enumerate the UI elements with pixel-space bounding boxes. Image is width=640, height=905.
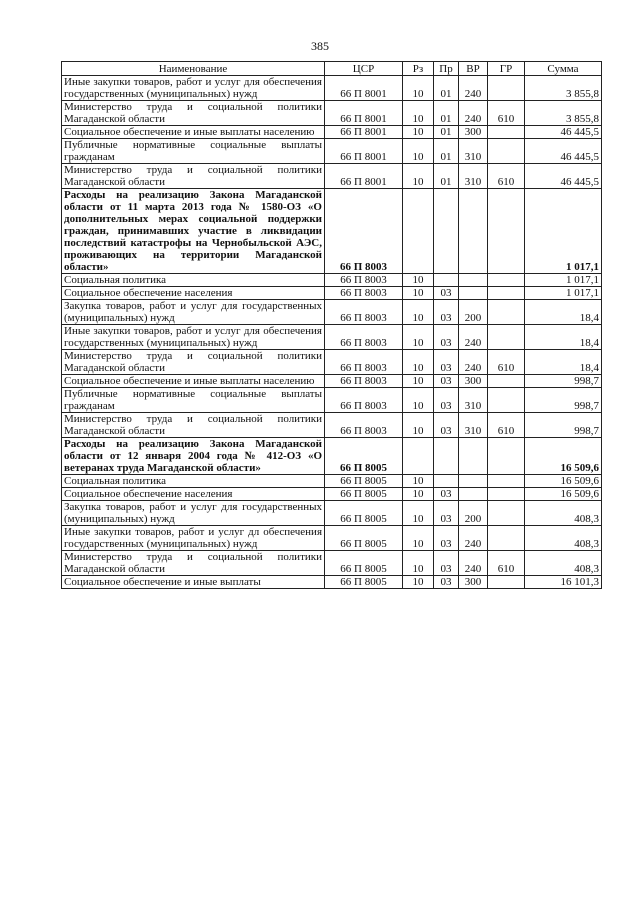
table-row <box>62 287 602 300</box>
cell-vr: 240 <box>459 551 488 576</box>
header-row <box>62 62 602 76</box>
cell-pr <box>434 475 459 488</box>
cell-name: Социальное обеспечение населения <box>62 287 325 300</box>
cell-vr: 200 <box>459 501 488 526</box>
header-sum: Сумма <box>525 62 602 76</box>
table-row <box>62 139 602 164</box>
cell-gr <box>488 388 525 413</box>
cell-pr <box>434 189 459 274</box>
cell-pr: 03 <box>434 350 459 375</box>
cell-sum: 46 445,5 <box>525 126 602 139</box>
cell-rz: 10 <box>403 488 434 501</box>
cell-csr: 66 П 8005 <box>325 438 403 475</box>
cell-pr: 03 <box>434 576 459 589</box>
cell-vr: 310 <box>459 413 488 438</box>
cell-vr <box>459 189 488 274</box>
cell-pr <box>434 274 459 287</box>
table-row <box>62 350 602 375</box>
cell-rz <box>403 438 434 475</box>
cell-csr: 66 П 8001 <box>325 101 403 126</box>
cell-gr <box>488 488 525 501</box>
cell-gr <box>488 438 525 475</box>
cell-rz: 10 <box>403 274 434 287</box>
header-csr: ЦСР <box>325 62 403 76</box>
cell-gr <box>488 139 525 164</box>
cell-vr: 300 <box>459 375 488 388</box>
table-row <box>62 488 602 501</box>
cell-gr <box>488 287 525 300</box>
table-row <box>62 300 602 325</box>
table-row <box>62 164 602 189</box>
cell-vr <box>459 274 488 287</box>
cell-gr: 610 <box>488 551 525 576</box>
cell-csr: 66 П 8001 <box>325 126 403 139</box>
cell-sum: 46 445,5 <box>525 164 602 189</box>
cell-rz: 10 <box>403 287 434 300</box>
cell-name: Социальное обеспечение и иные выплаты <box>62 576 325 589</box>
cell-name: Публичные нормативные социальные выплаты гражданам <box>62 388 325 413</box>
cell-rz: 10 <box>403 375 434 388</box>
cell-vr: 310 <box>459 388 488 413</box>
cell-csr: 66 П 8001 <box>325 76 403 101</box>
cell-name: Публичные нормативные социальные выплаты гражданам <box>62 139 325 164</box>
header-gr: ГР <box>488 62 525 76</box>
cell-csr: 66 П 8003 <box>325 300 403 325</box>
cell-name: Министерство труда и социальной политики Магаданской области <box>62 551 325 576</box>
cell-csr: 66 П 8005 <box>325 501 403 526</box>
cell-pr: 03 <box>434 300 459 325</box>
cell-name: Социальная политика <box>62 274 325 287</box>
cell-gr: 610 <box>488 350 525 375</box>
table-row <box>62 576 602 589</box>
cell-sum: 3 855,8 <box>525 76 602 101</box>
cell-pr: 01 <box>434 139 459 164</box>
cell-vr <box>459 438 488 475</box>
table-row <box>62 274 602 287</box>
cell-rz: 10 <box>403 350 434 375</box>
cell-rz: 10 <box>403 475 434 488</box>
cell-vr: 300 <box>459 576 488 589</box>
cell-rz: 10 <box>403 101 434 126</box>
cell-gr: 610 <box>488 164 525 189</box>
cell-pr: 03 <box>434 388 459 413</box>
table-row <box>62 438 602 475</box>
cell-vr: 240 <box>459 76 488 101</box>
cell-rz: 10 <box>403 76 434 101</box>
cell-name: Министерство труда и социальной политики Магаданской области <box>62 350 325 375</box>
cell-sum: 16 509,6 <box>525 488 602 501</box>
header-name: Наименование <box>62 62 325 76</box>
cell-csr: 66 П 8001 <box>325 164 403 189</box>
table-row <box>62 526 602 551</box>
cell-pr: 01 <box>434 126 459 139</box>
header-rz: Рз <box>403 62 434 76</box>
cell-sum: 998,7 <box>525 413 602 438</box>
cell-name: Расходы на реализацию Закона Магаданской области от 11 марта 2013 года № 1580-ОЗ «О дополнительных мерах социальной поддержки граждан, принимавших участие в ликвидации последствий катастрофы на Чернобыльской АЭС, проживающих на территории Магаданской области» <box>62 189 325 274</box>
cell-sum: 408,3 <box>525 551 602 576</box>
cell-rz <box>403 189 434 274</box>
cell-gr <box>488 126 525 139</box>
cell-rz: 10 <box>403 139 434 164</box>
cell-rz: 10 <box>403 551 434 576</box>
cell-name: Закупка товаров, работ и услуг для государственных (муниципальных) нужд <box>62 300 325 325</box>
cell-rz: 10 <box>403 501 434 526</box>
table-row <box>62 126 602 139</box>
cell-csr: 66 П 8005 <box>325 526 403 551</box>
cell-csr: 66 П 8003 <box>325 287 403 300</box>
cell-rz: 10 <box>403 388 434 413</box>
cell-vr: 240 <box>459 325 488 350</box>
cell-csr: 66 П 8003 <box>325 325 403 350</box>
cell-csr: 66 П 8003 <box>325 274 403 287</box>
cell-name: Социальное обеспечение и иные выплаты населению <box>62 126 325 139</box>
cell-gr <box>488 475 525 488</box>
table-row <box>62 325 602 350</box>
cell-sum: 16 509,6 <box>525 438 602 475</box>
cell-rz: 10 <box>403 325 434 350</box>
cell-pr: 01 <box>434 164 459 189</box>
cell-vr: 310 <box>459 164 488 189</box>
cell-vr: 240 <box>459 101 488 126</box>
cell-pr: 03 <box>434 488 459 501</box>
cell-rz: 10 <box>403 526 434 551</box>
page-number: 385 <box>311 39 329 53</box>
cell-rz: 10 <box>403 576 434 589</box>
cell-csr: 66 П 8005 <box>325 475 403 488</box>
cell-gr <box>488 576 525 589</box>
cell-vr <box>459 488 488 501</box>
cell-pr: 03 <box>434 287 459 300</box>
cell-gr <box>488 325 525 350</box>
table-row <box>62 413 602 438</box>
cell-name: Расходы на реализацию Закона Магаданской области от 12 января 2004 года № 412-ОЗ «О ветеранах труда Магаданской области» <box>62 438 325 475</box>
budget-table <box>61 61 602 589</box>
cell-sum: 16 509,6 <box>525 475 602 488</box>
cell-sum: 998,7 <box>525 388 602 413</box>
cell-vr: 240 <box>459 526 488 551</box>
cell-pr: 01 <box>434 76 459 101</box>
cell-gr <box>488 189 525 274</box>
cell-name: Социальное обеспечение населения <box>62 488 325 501</box>
cell-pr: 03 <box>434 551 459 576</box>
cell-rz: 10 <box>403 164 434 189</box>
cell-pr: 03 <box>434 501 459 526</box>
cell-sum: 18,4 <box>525 300 602 325</box>
cell-sum: 18,4 <box>525 350 602 375</box>
cell-name: Министерство труда и социальной политики Магаданской области <box>62 164 325 189</box>
cell-vr: 200 <box>459 300 488 325</box>
cell-csr: 66 П 8005 <box>325 488 403 501</box>
cell-sum: 998,7 <box>525 375 602 388</box>
cell-gr <box>488 375 525 388</box>
cell-csr: 66 П 8003 <box>325 350 403 375</box>
cell-vr: 310 <box>459 139 488 164</box>
cell-csr: 66 П 8003 <box>325 413 403 438</box>
cell-gr <box>488 300 525 325</box>
table-row <box>62 375 602 388</box>
cell-vr <box>459 287 488 300</box>
cell-pr: 03 <box>434 325 459 350</box>
cell-pr: 03 <box>434 375 459 388</box>
cell-gr <box>488 76 525 101</box>
cell-name: Закупка товаров, работ и услуг для государственных (муниципальных) нужд <box>62 501 325 526</box>
cell-rz: 10 <box>403 126 434 139</box>
cell-name: Иные закупки товаров, работ и услуг для обеспечения государственных (муниципальных) нужд <box>62 325 325 350</box>
table-row <box>62 101 602 126</box>
cell-csr: 66 П 8005 <box>325 551 403 576</box>
cell-vr: 240 <box>459 350 488 375</box>
cell-pr: 01 <box>434 101 459 126</box>
table-row <box>62 475 602 488</box>
header-pr: Пр <box>434 62 459 76</box>
cell-name: Иные закупки товаров, работ и услуг для обеспечения государственных (муниципальных) нужд <box>62 76 325 101</box>
cell-csr: 66 П 8003 <box>325 375 403 388</box>
cell-pr: 03 <box>434 413 459 438</box>
table-row <box>62 501 602 526</box>
cell-pr: 03 <box>434 526 459 551</box>
cell-rz: 10 <box>403 413 434 438</box>
cell-sum: 18,4 <box>525 325 602 350</box>
table-row <box>62 189 602 274</box>
cell-gr <box>488 501 525 526</box>
table-row <box>62 551 602 576</box>
cell-sum: 16 101,3 <box>525 576 602 589</box>
cell-vr <box>459 475 488 488</box>
cell-name: Иные закупки товаров, работ и услуг дл обеспечения государственных (муниципальных) нужд <box>62 526 325 551</box>
cell-sum: 408,3 <box>525 501 602 526</box>
cell-gr: 610 <box>488 413 525 438</box>
cell-sum: 3 855,8 <box>525 101 602 126</box>
cell-name: Министерство труда и социальной политики Магаданской области <box>62 413 325 438</box>
cell-sum: 408,3 <box>525 526 602 551</box>
cell-pr <box>434 438 459 475</box>
table-row <box>62 388 602 413</box>
cell-gr: 610 <box>488 101 525 126</box>
cell-sum: 1 017,1 <box>525 287 602 300</box>
cell-gr <box>488 526 525 551</box>
cell-sum: 46 445,5 <box>525 139 602 164</box>
table-row <box>62 76 602 101</box>
cell-vr: 300 <box>459 126 488 139</box>
cell-gr <box>488 274 525 287</box>
cell-name: Министерство труда и социальной политики Магаданской области <box>62 101 325 126</box>
cell-csr: 66 П 8003 <box>325 189 403 274</box>
cell-rz: 10 <box>403 300 434 325</box>
header-vr: ВР <box>459 62 488 76</box>
cell-csr: 66 П 8001 <box>325 139 403 164</box>
cell-sum: 1 017,1 <box>525 189 602 274</box>
cell-csr: 66 П 8003 <box>325 388 403 413</box>
cell-csr: 66 П 8005 <box>325 576 403 589</box>
cell-name: Социальная политика <box>62 475 325 488</box>
cell-name: Социальное обеспечение и иные выплаты населению <box>62 375 325 388</box>
cell-sum: 1 017,1 <box>525 274 602 287</box>
